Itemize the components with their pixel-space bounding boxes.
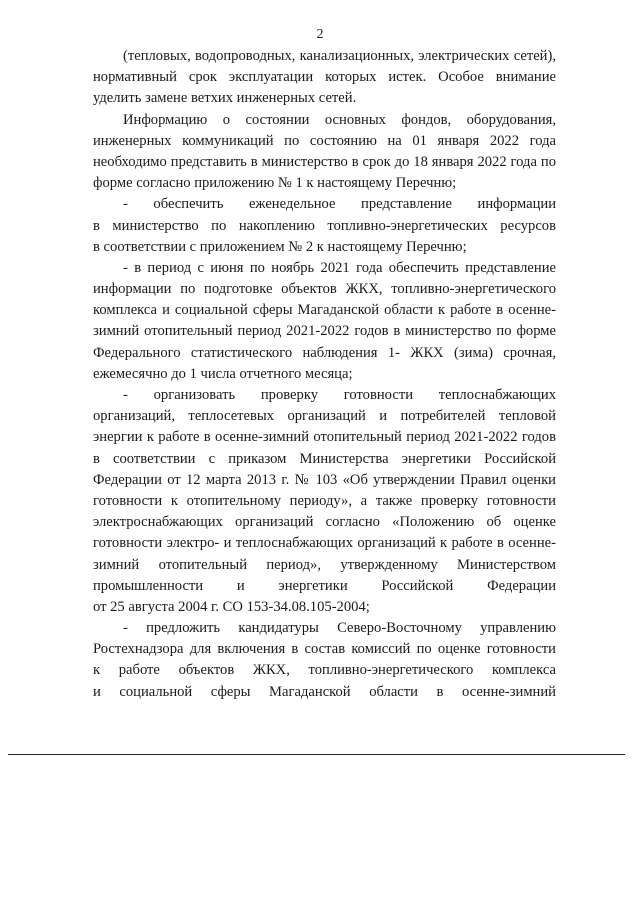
text-line: к работе объектов ЖКХ, топливно-энергетического комплекса [93, 662, 556, 679]
paragraph [93, 46, 556, 110]
text-line: Федерального статистического наблюдения 1- ЖКХ (зима) срочная, [93, 344, 556, 361]
text-line: в министерство по накоплению топливно-энергетических ресурсов [93, 217, 556, 234]
text-line: зимний отопительный период», утвержденному Министерством [93, 556, 556, 573]
text-line: - в период с июня по ноябрь 2021 года обеспечить представление [123, 259, 556, 276]
page-divider [8, 754, 625, 755]
paragraph [93, 385, 556, 618]
text-line: - организовать проверку готовности теплоснабжающих [123, 387, 556, 403]
text-line: - обеспечить еженедельное представление информации [123, 196, 556, 213]
text-line: Ростехнадзора для включения в состав комиссий по оценке готовности [93, 641, 556, 658]
paragraph [93, 110, 556, 195]
text-line: электроснабжающих организаций согласно «Положению об оценке [93, 514, 556, 531]
text-line: (тепловых, водопроводных, канализационных, электрических сетей), [123, 48, 556, 64]
text-line: от 25 августа 2004 г. СО 153-34.08.105-2004; [93, 598, 370, 615]
text-line: энергии к работе в осенне-зимний отопительный период 2021-2022 годов [93, 429, 556, 446]
paragraph [93, 258, 556, 385]
page-number: 2 [316, 27, 324, 42]
text-line: информации по подготовке объектов ЖКХ, топливно-энергетического [93, 281, 556, 298]
text-line: промышленности и энергетики Российской Федерации [93, 577, 556, 594]
text-line: - предложить кандидатуры Северо-Восточному управлению [123, 620, 556, 637]
document-body [93, 46, 556, 703]
text-line: и социальной сферы Магаданской области в осенне-зимний [93, 683, 556, 700]
text-line: форме согласно приложению № 1 к настоящему Перечню; [93, 175, 457, 192]
text-line: инженерных коммуникаций по состоянию на 01 января 2022 года [93, 132, 556, 149]
text-line: готовности электро- и теплоснабжающих организаций к работе в осенне- [93, 535, 556, 552]
text-line: зимний отопительный период 2021-2022 годов в министерство по форме [93, 323, 556, 340]
text-line: нормативный срок эксплуатации которых истек. Особое внимание [93, 69, 556, 86]
text-line: в соответствии с приложением № 2 к настоящему Перечню; [93, 238, 467, 255]
text-line: готовности к отопительному периоду», а также проверку готовности [93, 492, 556, 509]
text-line: Информацию о состоянии основных фондов, оборудования, [123, 111, 556, 128]
text-line: необходимо представить в министерство в срок до 18 января 2022 года по [93, 153, 556, 170]
text-line: уделить замене ветхих инженерных сетей. [93, 90, 357, 107]
text-line: ежемесячно до 1 числа отчетного месяца; [93, 365, 353, 382]
text-line: организаций, теплосетевых организаций и потребителей тепловой [93, 408, 556, 425]
text-line: Федерации от 12 марта 2013 г. № 103 «Об утверждении Правил оценки [93, 471, 556, 488]
paragraph [93, 618, 556, 703]
paragraph [93, 194, 556, 258]
text-line: в соответствии с приказом Министерства энергетики Российской [93, 450, 556, 467]
text-line: комплекса и социальной сферы Магаданской области к работе в осенне- [93, 302, 556, 319]
